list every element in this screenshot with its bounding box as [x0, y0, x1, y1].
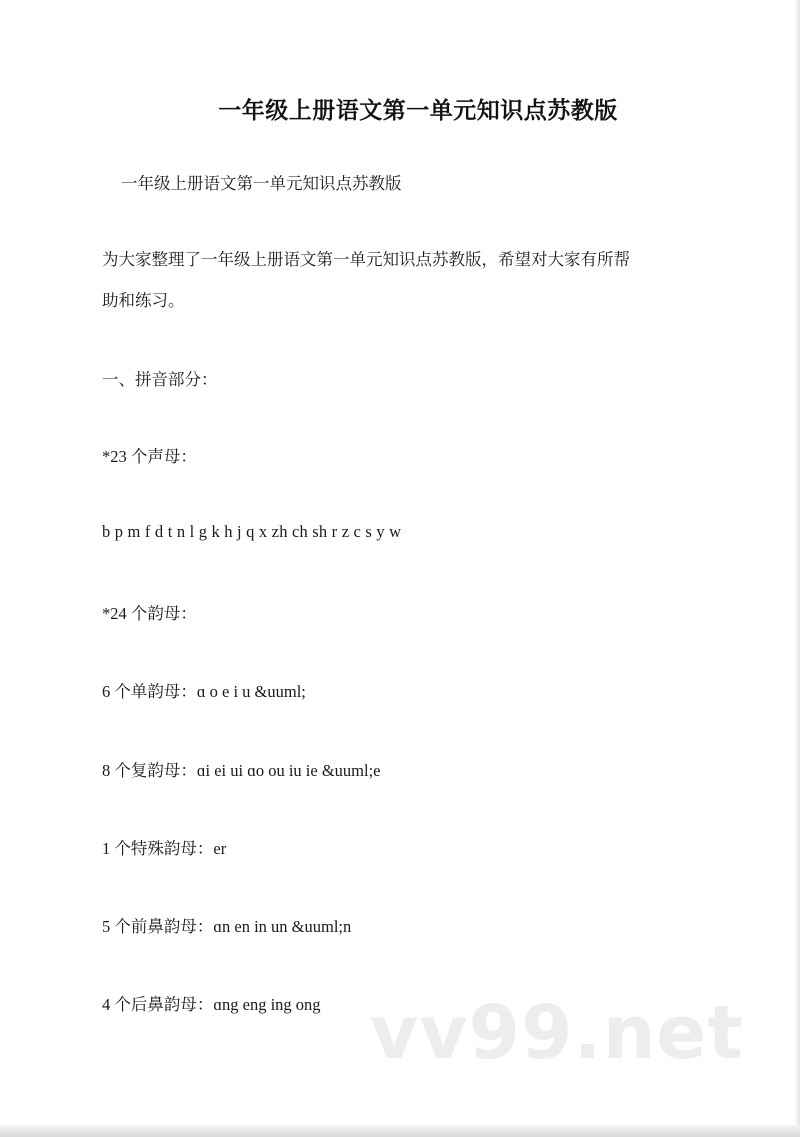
page-bottom-divider	[0, 1125, 800, 1137]
intro-paragraph-line-1: 为大家整理了一年级上册语文第一单元知识点苏教版，希望对大家有所帮	[102, 250, 630, 269]
shengmu-heading: *23 个声母：	[102, 447, 197, 466]
fu-yunmu-line: 8 个复韵母：ɑi ei ui ɑo ou iu ie &uuml;e	[102, 761, 381, 780]
page-edge-shadow	[794, 0, 800, 1137]
shengmu-list: b p m f d t n l g k h j q x zh ch sh r z c s y w	[102, 522, 402, 541]
watermark-text: vv99.net	[370, 990, 744, 1076]
qianbi-yunmu-line: 5 个前鼻韵母：ɑn en in un &uuml;n	[102, 917, 352, 936]
document-title: 一年级上册语文第一单元知识点苏教版	[218, 98, 618, 124]
section-heading-pinyin: 一、拼音部分：	[102, 370, 218, 389]
houbi-yunmu-line: 4 个后鼻韵母：ɑng eng ing ong	[102, 995, 321, 1014]
intro-paragraph-line-2: 助和练习。	[102, 291, 185, 310]
dan-yunmu-line: 6 个单韵母：ɑ o e i u &uuml;	[102, 682, 306, 701]
yunmu-heading: *24 个韵母：	[102, 604, 197, 623]
document-subtitle: 一年级上册语文第一单元知识点苏教版	[121, 174, 402, 193]
teshu-yunmu-line: 1 个特殊韵母：er	[102, 839, 227, 858]
